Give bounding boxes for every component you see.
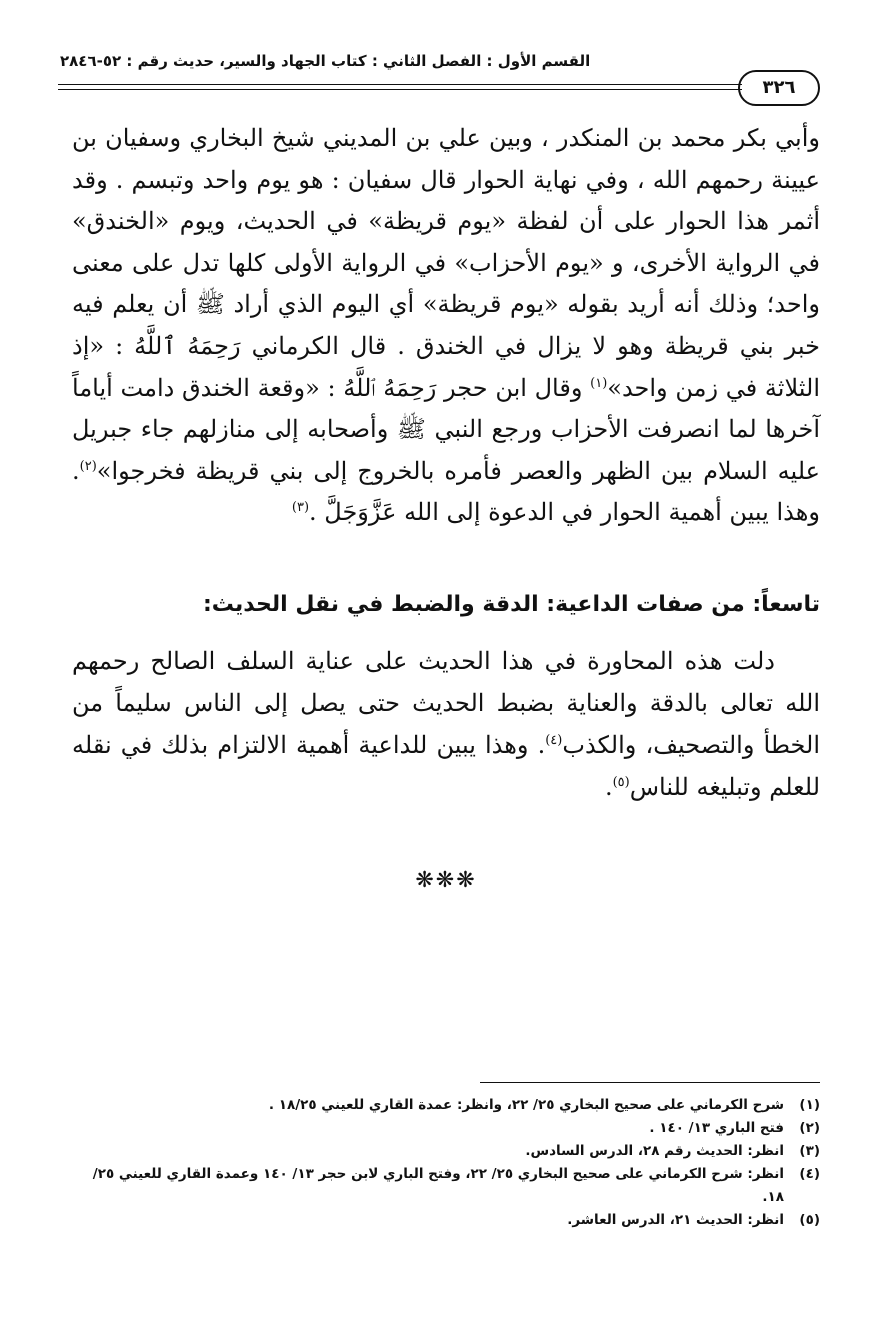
paragraph2-text: دلت هذه المحاورة في هذا الحديث على عناية السلف الصالح رحمهم الله تعالى بالدقة والعناية بضبط الحديث حتى يصل إلى الناس سليماً من الخطأ والتصحيف، والكذب <box>72 647 820 759</box>
section-heading: تاسعاً: من صفات الداعية: الدقة والضبط في نقل الحديث: <box>202 592 820 617</box>
header-rule <box>58 84 742 85</box>
footnote-item <box>72 1140 820 1163</box>
running-header: القسم الأول : الفصل الثاني : كتاب الجهاد والسير، حديث رقم : ٥٢-٢٨٤٦ <box>60 52 591 70</box>
paragraph-text: وأبي بكر محمد بن المنكدر ، وبين علي بن المديني شيخ البخاري وسفيان بن عيينة رحمهم الله ، وفي نهاية الحوار قال سفيان : هو يوم واحد وتبسم . وقد أثمر هذا الحوار على أن لفظة «يوم قريظة» في الحديث، ويوم «الخندق» في الرواية الأخرى، و «يوم الأحزاب» في الرواية الأولى كلها تدل على معنى واحد؛ وذلك أنه أريد بقوله «يوم قريظة» أي اليوم الذي أراد ﷺ أن يعلم فيه خبر بني قريظة وهو لا يزال في الخندق . قال الكرماني رَحِمَهُ ٱللَّهُ : «إذ الثلاثة في زمن واحد» <box>72 124 821 402</box>
section-separator-stars: ❋❋❋ <box>415 868 477 893</box>
footnote-text: انظر: شرح الكرماني على صحيح البخاري ٢٥/ ٢٢، وفتح الباري لابن حجر ١٣/ ١٤٠ وعمدة القاري للعيني ٢٥/ ١٨. <box>92 1166 784 1205</box>
footnote-item <box>72 1163 820 1209</box>
paragraph2-text-end: . <box>604 773 613 801</box>
footnote-number: (٢) <box>799 1120 820 1136</box>
paragraph2-text-cont: . وهذا يبين للداعية أهمية الالتزام بذلك في نقله للعلم وتبليغه للناس <box>72 731 820 801</box>
footnote-ref-1[interactable]: (١) <box>590 375 608 391</box>
header-rule-secondary <box>58 89 742 90</box>
footnote-text: انظر: الحديث ٢١، الدرس العاشر. <box>567 1212 784 1228</box>
main-paragraph <box>72 118 820 534</box>
second-paragraph <box>72 640 820 808</box>
footnotes-list <box>72 1094 820 1232</box>
paragraph-text-cont: وقال ابن حجر رَحِمَهُ ٱللَّهُ : «وقعة الخندق دامت أياماً آخرها لما انصرفت الأحزاب ورجع النبي ﷺ وأصحابه إلى منازلهم جاء جبريل عليه السلام بين الظهر والعصر فأمره بالخروج إلى بني قريظة فخرجوا» <box>72 373 820 485</box>
footnote-text: شرح الكرماني على صحيح البخاري ٢٥/ ٢٢، وانظر: عمدة القاري للعيني ١٨/٢٥ . <box>268 1097 784 1113</box>
footnote-number: (٥) <box>799 1212 820 1228</box>
footnote-text: انظر: الحديث رقم ٢٨، الدرس السادس. <box>525 1143 784 1159</box>
footnote-item <box>72 1094 820 1117</box>
footnote-ref-4[interactable]: (٤) <box>545 733 563 748</box>
footnote-item <box>72 1117 820 1140</box>
footnote-ref-2[interactable]: (٢) <box>79 458 97 474</box>
footnote-ref-5[interactable]: (٥) <box>612 775 630 790</box>
footnote-number: (٤) <box>799 1166 820 1182</box>
footnote-rule <box>480 1082 820 1083</box>
footnote-number: (١) <box>799 1097 820 1113</box>
footnote-text: فتح الباري ١٣/ ١٤٠ . <box>649 1120 784 1136</box>
page-number-badge: ٣٢٦ <box>738 70 820 106</box>
footnote-item <box>72 1209 820 1232</box>
paragraph-text-end: . وهذا يبين أهمية الحوار في الدعوة إلى الله عَزَّوَجَلَّ . <box>72 456 820 527</box>
footnote-number: (٣) <box>799 1143 820 1159</box>
footnote-ref-3[interactable]: (٣) <box>291 500 310 516</box>
